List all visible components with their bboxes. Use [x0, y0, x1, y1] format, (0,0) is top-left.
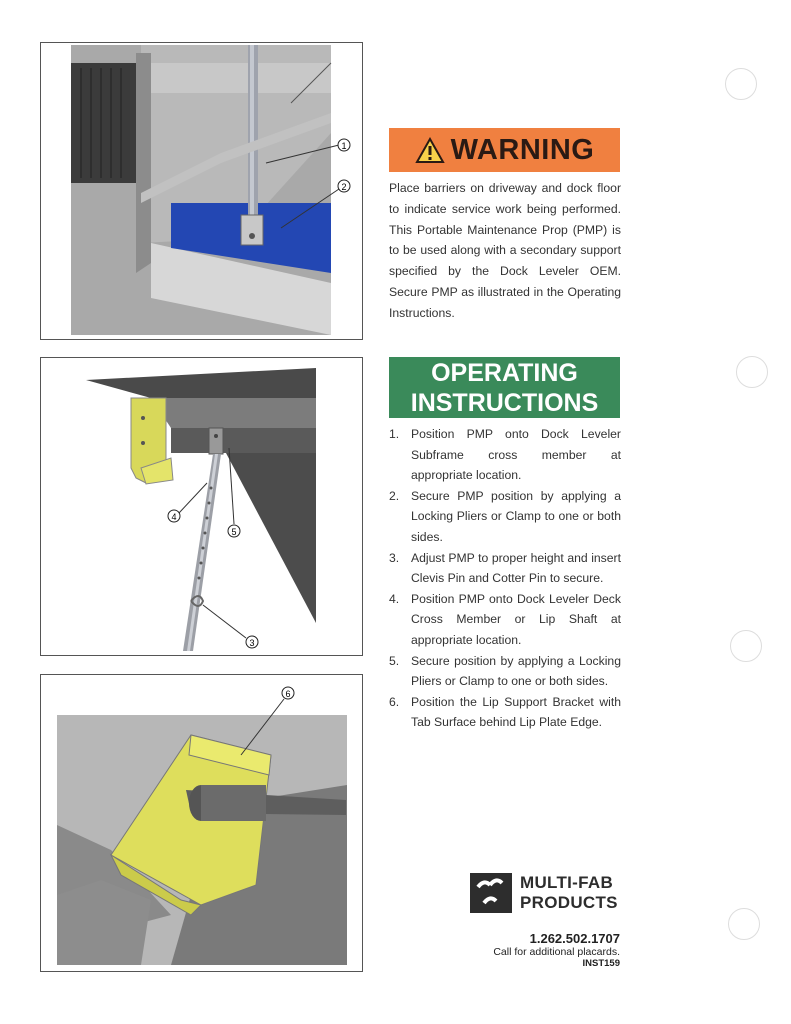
- illustration-panel-2: [40, 357, 363, 656]
- illustration-panel-1: [40, 42, 363, 340]
- operating-title-line1: OPERATING: [431, 358, 578, 387]
- multi-fab-logo-icon: [470, 873, 512, 913]
- operating-title-line2: INSTRUCTIONS: [410, 388, 599, 417]
- operating-instructions-banner: [389, 357, 620, 418]
- step-text: Position PMP onto Dock Leveler Deck Cross Member or Lip Shaft at appropriate location.: [411, 591, 621, 647]
- callout-2: 2: [341, 182, 347, 192]
- step-number: 5.: [389, 653, 400, 668]
- callout-5: 5: [231, 527, 237, 537]
- callout-1: 1: [341, 141, 347, 151]
- warning-triangle-icon: [415, 137, 445, 164]
- step-number: 6.: [389, 694, 400, 709]
- step-text: Adjust PMP to proper height and insert Clevis Pin and Cotter Pin to secure.: [411, 550, 621, 586]
- phone-number: 1.262.502.1707: [529, 931, 620, 946]
- warning-title: WARNING: [450, 133, 595, 166]
- brand-line2: PRODUCTS: [520, 893, 618, 912]
- punch-hole-mark: [728, 908, 760, 940]
- contact-block: [493, 931, 620, 969]
- punch-hole-mark: [736, 356, 768, 388]
- multi-fab-logo: [470, 873, 618, 913]
- callout-6: 6: [285, 689, 291, 699]
- warning-banner: [389, 128, 620, 172]
- instruction-step: [389, 424, 621, 486]
- bracket-prop-illustration: [41, 358, 362, 655]
- instructions-list: [389, 424, 621, 733]
- punch-hole-mark: [730, 630, 762, 662]
- instruction-step: [389, 692, 621, 733]
- lip-support-illustration: [41, 675, 362, 971]
- step-number: 1.: [389, 427, 400, 441]
- step-text: Secure position by applying a Locking Pliers or Clamp to one or both sides.: [411, 653, 621, 689]
- callout-3: 3: [249, 638, 255, 648]
- step-text: Position PMP onto Dock Leveler Subframe cross member at appropriate location.: [411, 427, 621, 483]
- step-text: Secure PMP position by applying a Locking Pliers or Clamp to one or both sides.: [411, 488, 621, 544]
- warning-text: Place barriers on driveway and dock floor to indicate service work being performed. This Portable Maintenance Prop (PMP) is to be used along with a secondary support specified by the Dock Leveler OEM. Secure PMP as illustrated in the Operating Instructions.: [389, 181, 621, 320]
- step-text: Position the Lip Support Bracket with Tab Surface behind Lip Plate Edge.: [411, 694, 621, 730]
- illustration-panel-3: [40, 674, 363, 972]
- step-number: 4.: [389, 591, 400, 606]
- instruction-step: [389, 486, 621, 548]
- document-code: INST159: [582, 958, 620, 969]
- step-number: 3.: [389, 550, 400, 565]
- punch-hole-mark: [725, 68, 757, 100]
- callout-4: 4: [171, 512, 177, 522]
- instruction-step: [389, 651, 621, 692]
- step-number: 2.: [389, 488, 400, 503]
- prop-placement-illustration: [41, 43, 362, 339]
- instruction-step: [389, 589, 621, 651]
- placard-note: Call for additional placards.: [493, 946, 620, 958]
- instruction-step: [389, 548, 621, 589]
- brand-line1: MULTI-FAB: [520, 873, 614, 892]
